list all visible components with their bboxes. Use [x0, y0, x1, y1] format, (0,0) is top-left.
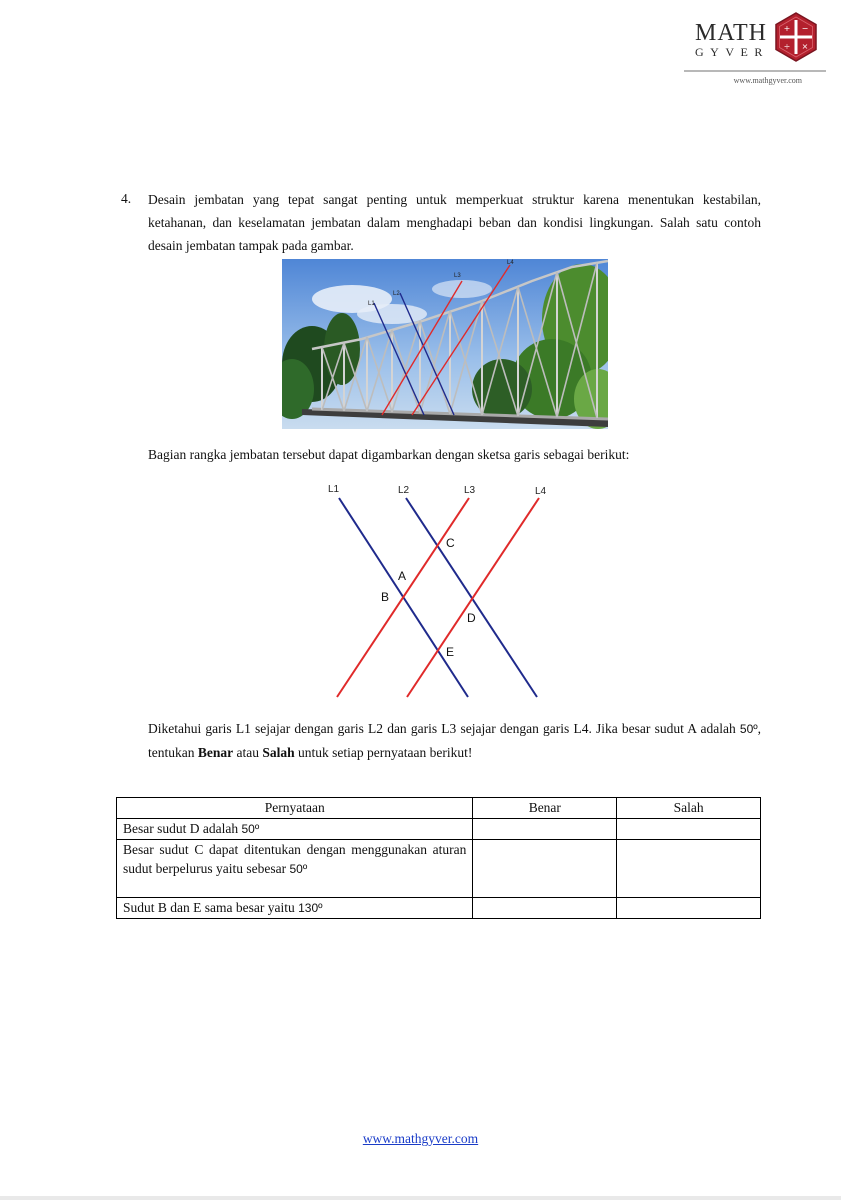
- logo-divider: [684, 70, 826, 72]
- footer-website-link[interactable]: www.mathgyver.com: [362, 1131, 479, 1146]
- table-row: [117, 819, 761, 840]
- given-part-2: , tentukan: [148, 721, 761, 760]
- logo-symbol-divide: ÷: [783, 42, 791, 51]
- table-row: [117, 840, 761, 898]
- photo-label-l2: L2: [393, 291, 400, 297]
- benar-answer-cell[interactable]: [473, 840, 617, 898]
- header-salah: Salah: [617, 798, 761, 819]
- line-sketch-diagram: [300, 478, 580, 703]
- given-bold-salah: Salah: [262, 745, 295, 760]
- mathgyver-logo: [684, 8, 826, 88]
- logo-symbol-plus: +: [783, 24, 791, 33]
- sketch-label-l2: L2: [398, 485, 410, 496]
- given-text: [148, 717, 761, 764]
- statement-cell: Besar sudut D adalah 50º: [117, 819, 473, 840]
- header-pernyataan: Pernyataan: [117, 798, 473, 819]
- point-label-c: C: [446, 536, 455, 550]
- table-header-row: [117, 798, 761, 819]
- point-label-a: A: [398, 569, 407, 583]
- given-angle: 50º: [739, 722, 758, 736]
- photo-label-l1: L1: [368, 301, 375, 307]
- benar-answer-cell[interactable]: [473, 898, 617, 919]
- sketch-label-l3: L3: [464, 485, 476, 496]
- table-row: [117, 898, 761, 919]
- photo-label-l4: L4: [507, 260, 514, 266]
- bridge-photo: [282, 259, 608, 429]
- logo-word-gyver: GYVER: [695, 45, 769, 59]
- sketch-label-l1: L1: [328, 484, 340, 495]
- sketch-label-l4: L4: [535, 486, 547, 497]
- photo-label-l3: L3: [454, 273, 461, 279]
- salah-answer-cell[interactable]: [617, 840, 761, 898]
- sketch-intro-text: Bagian rangka jembatan tersebut dapat digambarkan dengan sketsa garis sebagai berikut:: [148, 447, 630, 462]
- point-label-d: D: [467, 611, 476, 625]
- logo-symbol-times: ×: [801, 42, 809, 51]
- page-bottom-edge: [0, 1196, 841, 1200]
- given-part-3: atau: [233, 745, 263, 760]
- given-part-4: untuk setiap pernyataan berikut!: [294, 745, 473, 760]
- question-number: 4.: [121, 191, 132, 206]
- statements-table: [116, 797, 761, 919]
- point-label-e: E: [446, 645, 455, 659]
- logo-symbol-minus: −: [801, 24, 809, 33]
- given-bold-benar: Benar: [197, 745, 234, 760]
- benar-answer-cell[interactable]: [473, 819, 617, 840]
- logo-hexagon-icon: [774, 12, 818, 62]
- logo-url: www.mathgyver.com: [733, 76, 802, 85]
- logo-word-math: MATH: [695, 20, 768, 46]
- statement-cell: Besar sudut C dapat ditentukan dengan menggunakan aturan sudut berpelurus yaitu sebesar 50º: [117, 840, 473, 898]
- statement-cell: Sudut B dan E sama besar yaitu 130º: [117, 898, 473, 919]
- salah-answer-cell[interactable]: [617, 898, 761, 919]
- given-part-1: Diketahui garis L1 sejajar dengan garis L2 dan garis L3 sejajar dengan garis L4. Jika besar sudut A adalah: [148, 721, 740, 736]
- header-benar: Benar: [473, 798, 617, 819]
- point-label-b: B: [381, 590, 390, 604]
- salah-answer-cell[interactable]: [617, 819, 761, 840]
- question-intro: Desain jembatan yang tepat sangat penting untuk memperkuat struktur karena menentukan kestabilan, ketahanan, dan keselamatan jembatan dalam menghadapi beban dan kondisi lingkungan. Salah satu contoh desain jembatan tampak pada gambar.: [148, 192, 761, 253]
